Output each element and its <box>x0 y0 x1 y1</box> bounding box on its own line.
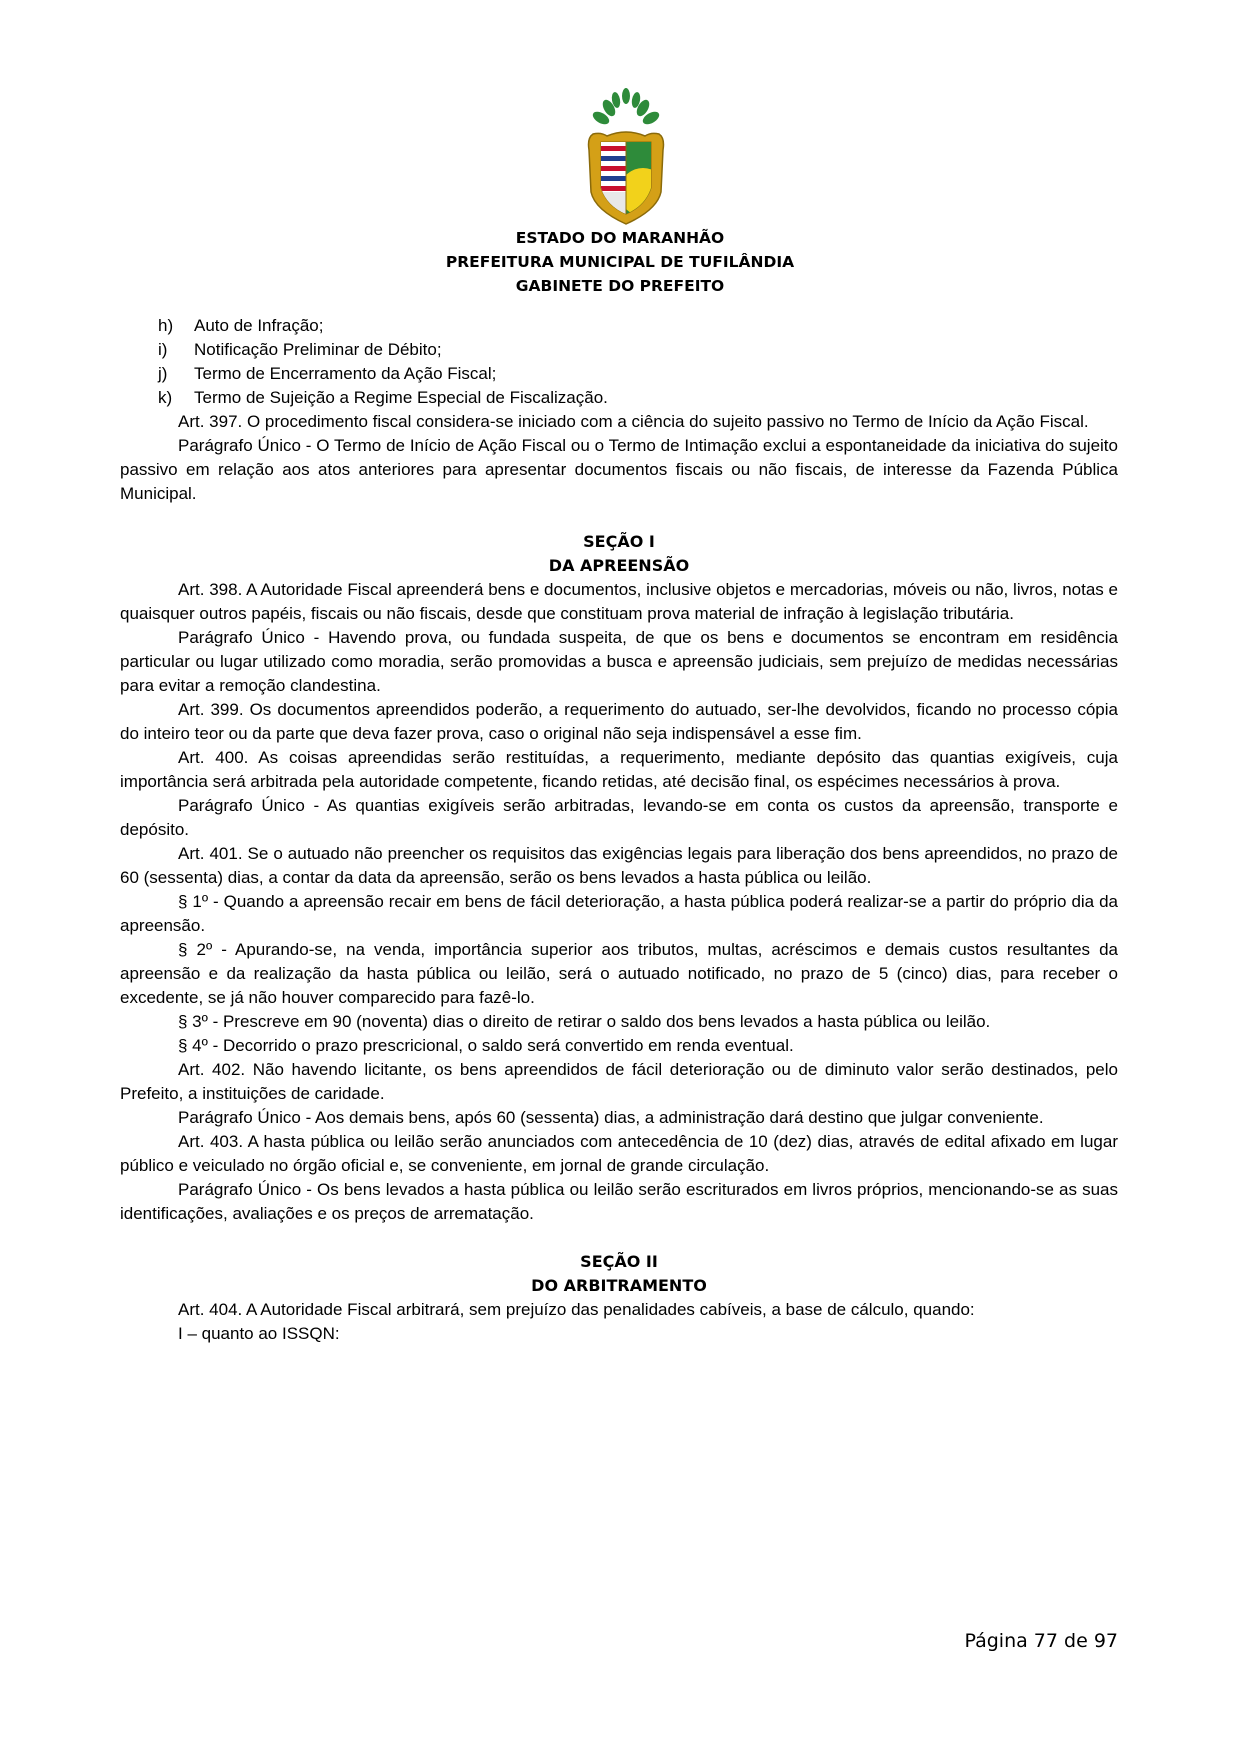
article-402: Art. 402. Não havendo licitante, os bens apreendidos de fácil deterioração ou de diminuto valor serão destinados, pelo Prefeito, a instituições de caridade. <box>120 1060 1118 1103</box>
list-item <box>120 362 1118 386</box>
article-398: Art. 398. A Autoridade Fiscal apreenderá bens e documentos, inclusive objetos e mercadorias, móveis ou não, livros, notas e quaisquer outros papéis, fiscais ou não fiscais, desde que constituam prova material de infração à legislação tributária. <box>120 580 1118 623</box>
section-1-title: SEÇÃO I <box>583 532 655 551</box>
article-398-sole-paragraph: Parágrafo Único - Havendo prova, ou fundada suspeita, de que os bens e documentos se encontram em residência particular ou lugar utilizado como moradia, serão promovidas a busca e apreensão judiciais, sem prejuízo de medidas necessárias para evitar a remoção clandestina. <box>120 628 1118 695</box>
article-400-sole-paragraph: Parágrafo Único - As quantias exigíveis serão arbitradas, levando-se em conta os custos da apreensão, transporte e depósito. <box>120 796 1118 839</box>
article-401-paragraph-1: § 1º - Quando a apreensão recair em bens de fácil deterioração, a hasta pública poderá realizar-se a partir do próprio dia da apreensão. <box>120 892 1118 935</box>
article-404-item-1: I – quanto ao ISSQN: <box>178 1324 340 1343</box>
municipal-crest-icon <box>585 88 667 230</box>
list-text: Notificação Preliminar de Débito; <box>194 340 442 359</box>
header-office: GABINETE DO PREFEITO <box>515 277 725 295</box>
article-397-sole-paragraph: Parágrafo Único - O Termo de Início de Ação Fiscal ou o Termo de Intimação exclui a espontaneidade da iniciativa do sujeito passivo em relação aos atos anteriores para apresentar documentos fiscais ou não fiscais, de interesse da Fazenda Pública Municipal. <box>120 436 1118 503</box>
article-400: Art. 400. As coisas apreendidas serão restituídas, a requerimento, mediante depósito das quantias exigíveis, cuja importância será arbitrada pela autoridade competente, ficando retidas, até decisão final, os espécimes necessários à prova. <box>120 748 1118 791</box>
list-item <box>120 314 1118 338</box>
article-403-sole-paragraph: Parágrafo Único - Os bens levados a hasta pública ou leilão serão escriturados em livros próprios, mencionando-se as suas identificações, avaliações e os preços de arrematação. <box>120 1180 1118 1223</box>
list-item <box>120 338 1118 362</box>
section-2-title: SEÇÃO II <box>580 1252 658 1271</box>
section-2-subtitle: DO ARBITRAMENTO <box>531 1276 707 1295</box>
article-403: Art. 403. A hasta pública ou leilão serão anunciados com antecedência de 10 (dez) dias, através de edital afixado em lugar público e veiculado no órgão oficial e, se conveniente, em jornal de grande circulação. <box>120 1132 1118 1175</box>
article-399: Art. 399. Os documentos apreendidos poderão, a requerimento do autuado, ser-lhe devolvidos, ficando no processo cópia do inteiro teor ou da parte que deva fazer prova, caso o original não seja indispensável a esse fim. <box>120 700 1118 743</box>
list-marker: h) <box>158 316 174 335</box>
list-item <box>120 386 1118 410</box>
list-marker: k) <box>158 388 173 407</box>
section-1-subtitle: DA APREENSÃO <box>548 556 690 575</box>
document-header <box>120 226 1120 298</box>
list-text: Termo de Encerramento da Ação Fiscal; <box>194 364 497 383</box>
list-marker: i) <box>158 340 168 359</box>
article-401-paragraph-2: § 2º - Apurando-se, na venda, importância superior aos tributos, multas, acréscimos e demais custos resultantes da apreensão e da realização da hasta pública ou leilão, será o autuado notificado, no prazo de 5 (cinco) dias, para receber o excedente, se já não houver comparecido para fazê-lo. <box>120 940 1118 1007</box>
article-401-paragraph-3: § 3º - Prescreve em 90 (noventa) dias o direito de retirar o saldo dos bens levados a hasta pública ou leilão. <box>178 1012 991 1031</box>
article-404: Art. 404. A Autoridade Fiscal arbitrará, sem prejuízo das penalidades cabíveis, a base de cálculo, quando: <box>178 1300 975 1319</box>
list-text: Termo de Sujeição a Regime Especial de Fiscalização. <box>194 388 608 407</box>
article-397: Art. 397. O procedimento fiscal considera-se iniciado com a ciência do sujeito passivo no Termo de Início da Ação Fiscal. <box>178 412 1089 431</box>
header-state: ESTADO DO MARANHÃO <box>515 229 725 247</box>
header-municipality: PREFEITURA MUNICIPAL DE TUFILÂNDIA <box>445 253 795 271</box>
list-text: Auto de Infração; <box>194 316 324 335</box>
article-401: Art. 401. Se o autuado não preencher os requisitos das exigências legais para liberação dos bens apreendidos, no prazo de 60 (sessenta) dias, a contar da data da apreensão, serão os bens levados a hasta pública ou leilão. <box>120 844 1118 887</box>
article-401-paragraph-4: § 4º - Decorrido o prazo prescricional, o saldo será convertido em renda eventual. <box>178 1036 794 1055</box>
page-number: Página 77 de 97 <box>964 1630 1118 1652</box>
document-body <box>120 314 1118 1346</box>
list-marker: j) <box>158 364 168 383</box>
article-402-sole-paragraph: Parágrafo Único - Aos demais bens, após 60 (sessenta) dias, a administração dará destino que julgar conveniente. <box>178 1108 1044 1127</box>
